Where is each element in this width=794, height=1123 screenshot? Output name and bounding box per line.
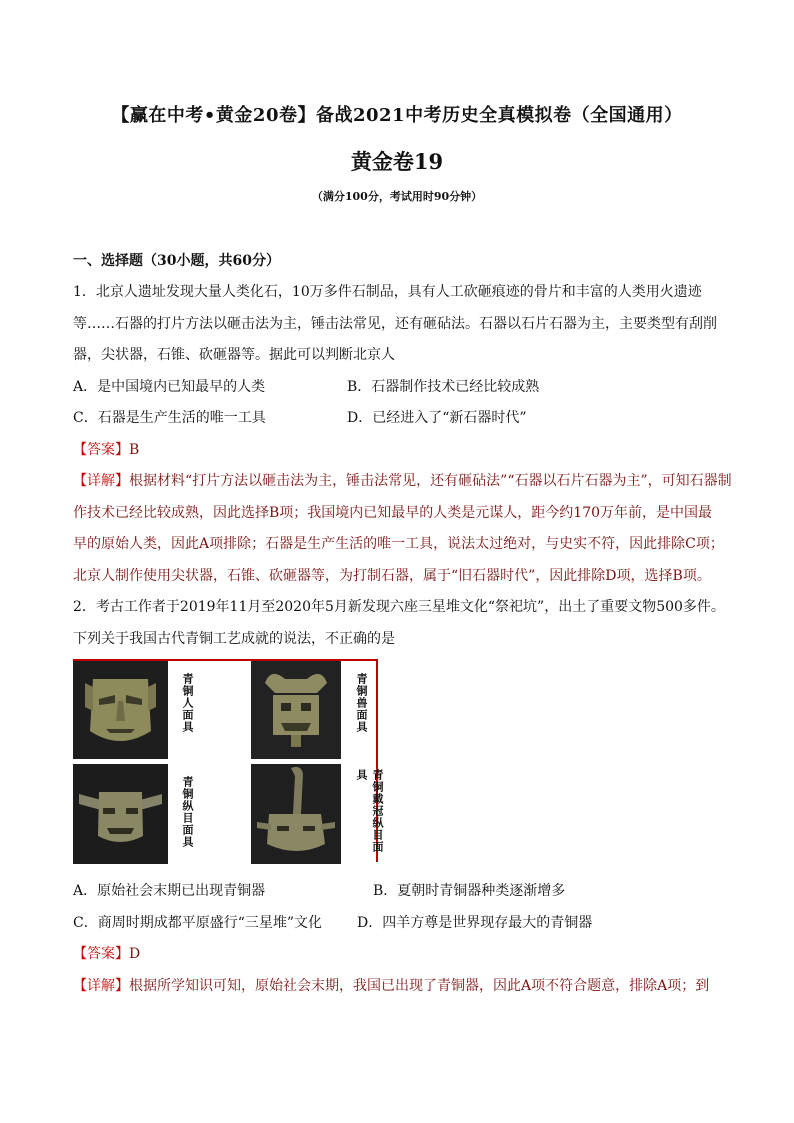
q2-detail-line <box>73 971 723 1003</box>
q1-detail-line: 早的原始人类，因此A项排除；石器是生产生活的唯一工具，说法太过绝对，与史实不符，因此排除C项； <box>73 536 724 552</box>
bronze-beast-mask-image <box>251 661 341 759</box>
figure-label: 青铜戴冠纵目面具 <box>355 769 384 853</box>
q2-options-row-2 <box>73 908 723 940</box>
exam-note: （满分100分，考试用时90分钟） <box>311 190 483 203</box>
q2-option-d: D．四羊方尊是世界现存最大的青铜器 <box>357 914 593 931</box>
bronze-masks-figure <box>73 659 384 862</box>
q1-option-d: D．已经进入了“新石器时代” <box>347 410 527 426</box>
q1-options-row-1 <box>73 372 723 404</box>
question-2-options <box>73 876 723 1002</box>
q1-option-c: C．石器是生产生活的唯一工具 <box>73 410 266 426</box>
figure-label: 青铜兽面具 <box>355 673 368 733</box>
q2-options-row-1 <box>73 876 723 908</box>
detail-tag: 【详解】 <box>73 977 129 994</box>
bronze-crowned-mask-image <box>251 764 341 864</box>
figure-label: 青铜人面具 <box>181 673 194 733</box>
figure-label: 青铜纵目面具 <box>181 776 194 848</box>
q1-answer <box>73 435 723 467</box>
detail-text: 根据所学知识可知，原始社会末期，我国已出现了青铜器，因此A项不符合题意，排除A项；到 <box>129 977 710 994</box>
q1-stem-line: 器，尖状器，石锥、砍砸器等。据此可以判断北京人 <box>73 347 395 363</box>
question-1 <box>73 277 732 655</box>
q1-detail-line <box>73 466 732 498</box>
q1-stem-line: 等……石器的打片方法以砸击法为主，锤击法常见，还有砸砧法。石器以石片石器为主，主要类型有刮削 <box>73 315 717 332</box>
section-title: 一、选择题（30小题，共60分） <box>73 253 280 269</box>
q1-detail-line: 作技术已经比较成熟，因此选择B项；我国境内已知最早的人类是元谋人，距今约170万年前，是中国最 <box>73 504 713 521</box>
q2-option-c: C．商周时期成都平原盛行“三星堆”文化 <box>73 914 323 931</box>
q1-option-a: A．是中国境内已知最早的人类 <box>73 378 266 395</box>
q2-option-a: A．原始社会末期已出现青铜器 <box>73 883 266 899</box>
q1-option-b: B．石器制作技术已经比较成熟 <box>347 378 540 395</box>
q2-option-b: B．夏朝时青铜器种类逐渐增多 <box>373 883 566 899</box>
answer-tag: 【答案】 <box>73 946 129 962</box>
q2-stem-line: 2．考古工作者于2019年11月至2020年5月新发现六座三星堆文化“祭祀坑”，出土了重要文物500多件。 <box>73 599 725 615</box>
bronze-human-mask-image <box>73 661 168 759</box>
q2-stem-line: 下列关于我国古代青铜工艺成就的说法，不正确的是 <box>73 630 395 647</box>
exam-title: 【赢在中考•黄金20卷】备战2021中考历史全真模拟卷（全国通用） <box>111 105 683 126</box>
detail-tag: 【详解】 <box>73 473 129 489</box>
bronze-protruding-eye-mask-image <box>73 764 168 864</box>
q1-detail-line: 北京人制作使用尖状器，石锥、砍砸器等，为打制石器，属于“旧石器时代”，因此排除D项，选择B项。 <box>73 567 711 584</box>
answer-value: B <box>129 441 140 458</box>
answer-value: D <box>129 946 141 962</box>
q1-options-row-2 <box>73 403 723 435</box>
q2-answer <box>73 939 723 971</box>
exam-subtitle: 黄金卷19 <box>350 149 444 174</box>
q1-stem-line: 1．北京人遗址发现大量人类化石，10万多件石制品，具有人工砍砸痕迹的骨片和丰富的人类用火遗迹 <box>73 284 702 300</box>
detail-text: 根据材料“打片方法以砸击法为主，锤击法常见，还有砸砧法”“石器以石片石器为主”，可知石器制 <box>129 473 732 489</box>
answer-tag: 【答案】 <box>73 441 129 458</box>
